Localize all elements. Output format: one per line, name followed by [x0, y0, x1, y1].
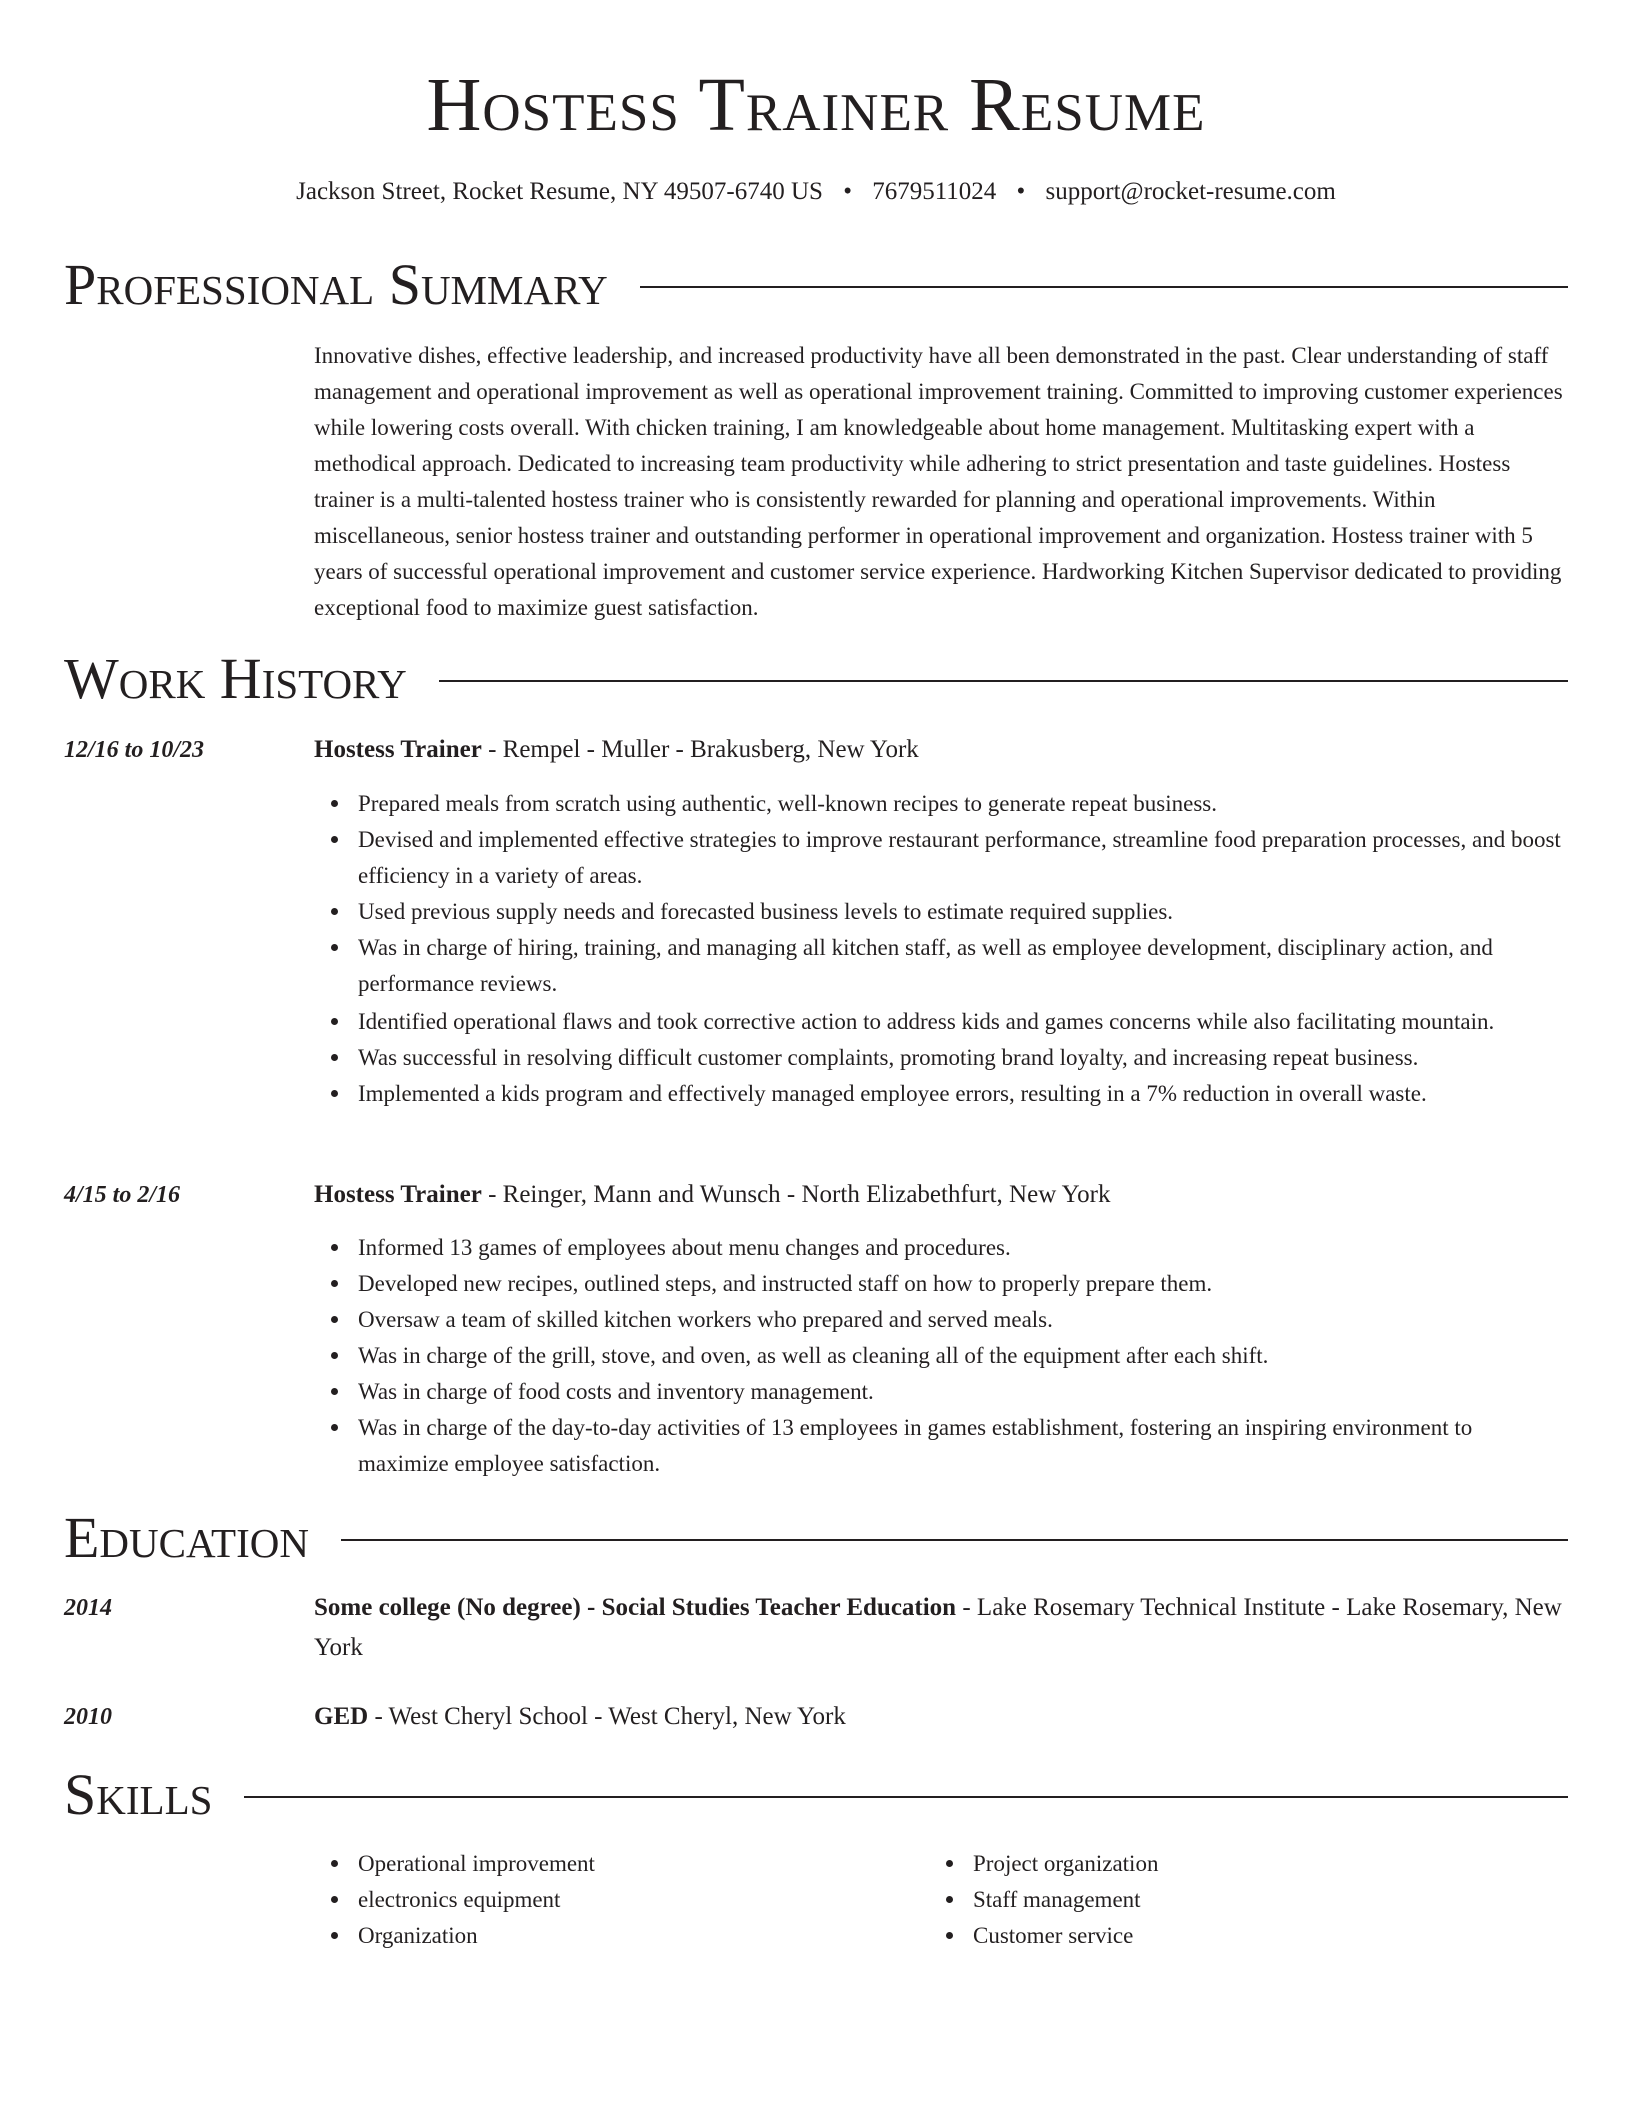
- list-item: Was successful in resolving difficult customer complaints, promoting brand loyalty, and increasing repeat business.: [314, 1040, 1568, 1076]
- education-entry: [314, 1588, 1568, 1668]
- contact-separator: •: [843, 178, 852, 205]
- list-item: Used previous supply needs and forecasted business levels to estimate required supplies.: [314, 894, 1568, 930]
- section-divider: [439, 680, 1568, 682]
- list-item: Implemented a kids program and effectively managed employee errors, resulting in a 7% reduction in overall waste.: [314, 1076, 1568, 1112]
- skill-item: Customer service: [929, 1918, 1529, 1954]
- skill-item: electronics equipment: [314, 1882, 914, 1918]
- job-role: Hostess Trainer: [314, 736, 482, 763]
- list-item: Identified operational flaws and took corrective action to address kids and games concerns while also facilitating mountain.: [314, 1004, 1568, 1040]
- section-divider: [640, 286, 1568, 288]
- education-school: - West Cheryl School - West Cheryl, New York: [368, 1703, 846, 1730]
- job-bullets: [314, 1230, 1568, 1482]
- list-item: Was in charge of hiring, training, and managing all kitchen staff, as well as employee development, disciplinary action, and performance reviews.: [314, 930, 1568, 1002]
- list-item: Oversaw a team of skilled kitchen workers who prepared and served meals.: [314, 1302, 1568, 1338]
- skills-list-right: [929, 1846, 1529, 1954]
- section-skills: [64, 1762, 1568, 1828]
- job-dates: 12/16 to 10/23: [64, 737, 205, 763]
- skill-item: Organization: [314, 1918, 914, 1954]
- resume-title: Hostess Trainer Resume: [426, 63, 1206, 147]
- skills-list-left: [314, 1846, 914, 1954]
- job-heading: [314, 1175, 1568, 1215]
- education-degree: Some college (No degree) - Social Studies Teacher Education: [314, 1594, 957, 1621]
- section-divider: [341, 1539, 1568, 1541]
- job-heading: [314, 730, 1568, 770]
- list-item: Developed new recipes, outlined steps, and instructed staff on how to properly prepare them.: [314, 1266, 1568, 1302]
- education-school: - Lake Rosemary Technical Institute - Lake Rosemary, New York: [314, 1594, 1562, 1661]
- skill-item: Staff management: [929, 1882, 1529, 1918]
- contact-phone: 7679511024: [872, 178, 997, 205]
- section-title: Skills: [64, 1762, 213, 1827]
- section-title: Education: [64, 1505, 309, 1570]
- job-employer: - Rempel - Muller - Brakusberg, New York: [481, 736, 919, 763]
- section-professional-summary: [64, 252, 1568, 318]
- job-bullets: [314, 786, 1568, 1112]
- skill-item: Operational improvement: [314, 1846, 914, 1882]
- section-work-history: [64, 646, 1568, 712]
- job-dates: 4/15 to 2/16: [64, 1182, 181, 1208]
- list-item: Was in charge of the day-to-day activities of 13 employees in games establishment, fostering an inspiring environment to maximize employee satisfaction.: [314, 1410, 1568, 1482]
- contact-address: Jackson Street, Rocket Resume, NY 49507-6740 US: [296, 178, 823, 205]
- list-item: Devised and implemented effective strategies to improve restaurant performance, streamline food preparation processes, and boost efficiency in a variety of areas.: [314, 822, 1568, 894]
- contact-line: [0, 176, 1632, 208]
- list-item: Prepared meals from scratch using authentic, well-known recipes to generate repeat business.: [314, 786, 1568, 822]
- education-entry: [314, 1697, 1568, 1737]
- education-degree: GED: [314, 1703, 369, 1730]
- section-divider: [244, 1796, 1568, 1798]
- education-year: 2014: [64, 1595, 112, 1621]
- section-title: Work History: [64, 646, 407, 711]
- skill-item: Project organization: [929, 1846, 1529, 1882]
- job-employer: - Reinger, Mann and Wunsch - North Elizabethfurt, New York: [481, 1181, 1111, 1208]
- section-title: Professional Summary: [64, 252, 608, 317]
- list-item: Informed 13 games of employees about menu changes and procedures.: [314, 1230, 1568, 1266]
- list-item: Was in charge of the grill, stove, and oven, as well as cleaning all of the equipment after each shift.: [314, 1338, 1568, 1374]
- contact-email: support@rocket-resume.com: [1045, 178, 1336, 205]
- summary-text: Innovative dishes, effective leadership, and increased productivity have all been demonstrated in the past. Clear understanding of staff management and operational improvement as well as operational improvement training. Committed to improving customer experiences while lowering costs overall. With chicken training, I am knowledgeable about home management. Multitasking expert with a methodical approach. Dedicated to increasing team productivity while adhering to strict presentation and taste guidelines. Hostess trainer is a multi-talented hostess trainer who is consistently rewarded for planning and operational improvements. Within miscellaneous, senior hostess trainer and outstanding performer in operational improvement and organization. Hostess trainer with 5 years of successful operational improvement and customer service experience. Hardworking Kitchen Supervisor dedicated to providing exceptional food to maximize guest satisfaction.: [314, 343, 1563, 620]
- section-education: [64, 1505, 1568, 1571]
- education-year: 2010: [64, 1704, 112, 1730]
- job-role: Hostess Trainer: [314, 1181, 482, 1208]
- list-item: Was in charge of food costs and inventory management.: [314, 1374, 1568, 1410]
- contact-separator: •: [1016, 178, 1026, 205]
